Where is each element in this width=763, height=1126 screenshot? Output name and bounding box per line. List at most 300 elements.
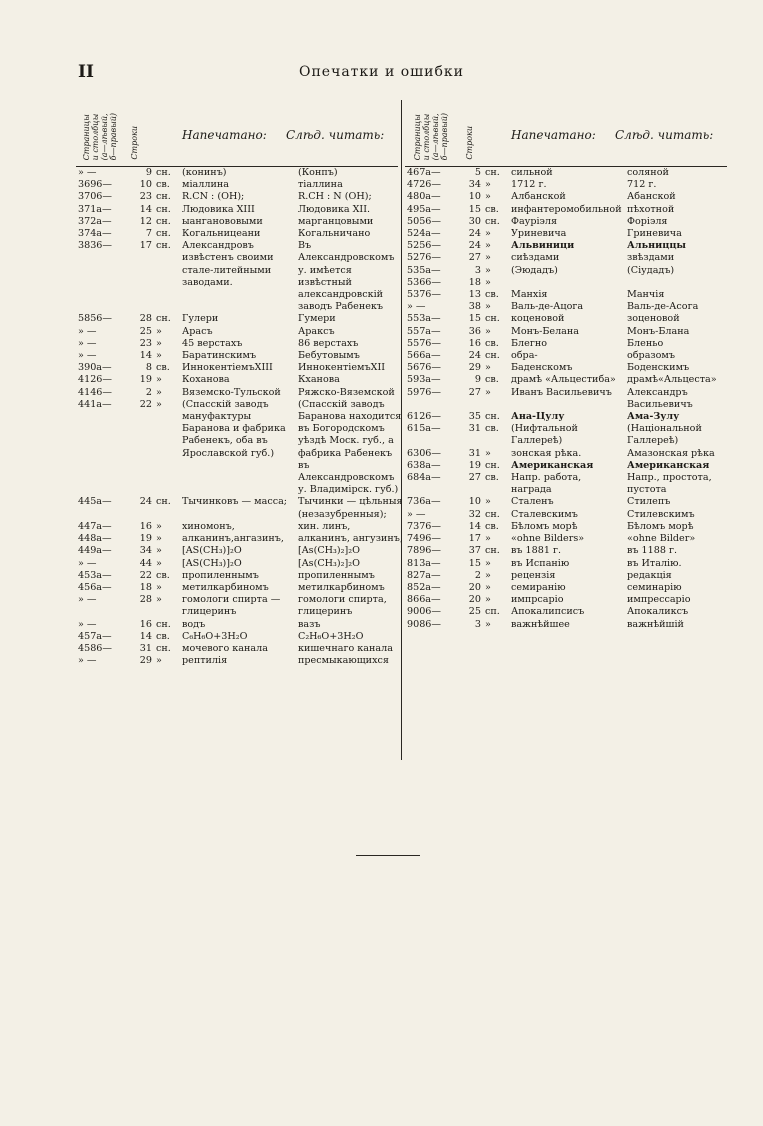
row-line: 17	[468, 533, 481, 545]
row-page: 5056—	[407, 215, 442, 227]
row-should-read: важнѣйшій	[627, 618, 684, 630]
errata-row	[405, 228, 727, 240]
row-line: 9	[474, 374, 481, 386]
row-side: сн.	[156, 228, 171, 240]
row-should-read: Альниццы	[627, 240, 687, 252]
row-printed: Манхія	[511, 289, 548, 301]
row-printed: пропиленнымъ	[182, 569, 259, 581]
errata-row	[76, 570, 398, 582]
errata-row	[76, 313, 398, 325]
row-side: св.	[156, 630, 170, 642]
row-page: » —	[78, 655, 97, 667]
row-should-read: C₂H₆O+3H₂O	[298, 630, 364, 642]
row-page: 7896—	[407, 545, 442, 557]
row-should-read: Американская	[627, 459, 710, 471]
row-line: 19	[468, 459, 481, 471]
column-header	[405, 96, 727, 167]
row-side: сн.	[156, 313, 171, 325]
row-side: »	[485, 496, 491, 508]
row-printed: инфантеромобильной	[511, 203, 622, 215]
row-line: 12	[139, 215, 152, 227]
row-should-read: Араксъ	[298, 325, 335, 337]
errata-row	[405, 558, 727, 570]
row-should-read: образомъ	[627, 350, 675, 362]
row-line: 24	[139, 496, 152, 508]
row-printed: C₆H₆O+3H₂O	[182, 630, 248, 642]
row-side: »	[485, 447, 491, 459]
errata-row	[405, 326, 727, 338]
header-line-column: Строки	[130, 126, 139, 160]
row-should-read: Кханова	[298, 374, 340, 386]
row-should-read: Форіэля	[627, 215, 668, 227]
row-side: сн.	[156, 642, 171, 654]
row-should-read: Бебутовымъ	[298, 350, 360, 362]
row-line: 2	[474, 569, 481, 581]
errata-row	[76, 655, 398, 667]
errata-row	[76, 362, 398, 374]
row-line: 5	[474, 167, 481, 178]
row-page: 638а—	[407, 459, 441, 471]
row-line: 24	[468, 240, 481, 252]
row-should-read: Стилепъ	[627, 496, 671, 508]
page-title: Опечатки и ошибки	[298, 64, 465, 80]
row-printed: Баденскомъ	[511, 362, 573, 374]
row-line: 24	[468, 350, 481, 362]
row-page: 4146—	[78, 386, 113, 398]
row-line: 31	[468, 423, 481, 435]
errata-rows-right	[405, 167, 727, 631]
row-page: 535а—	[407, 264, 441, 276]
errata-row	[405, 619, 727, 631]
row-should-read: пресмыкающихся	[298, 655, 389, 667]
row-side: сп.	[485, 606, 500, 618]
row-side: сн.	[156, 496, 171, 508]
row-line: 18	[139, 581, 152, 593]
errata-row	[405, 167, 727, 179]
row-should-read: тіаллина	[298, 179, 343, 191]
row-side: »	[156, 545, 162, 557]
row-page: 3696—	[78, 179, 113, 191]
row-page: 390а—	[78, 362, 112, 374]
row-printed: Блегно	[511, 337, 548, 349]
row-line: 25	[139, 325, 152, 337]
row-printed: Напр. работа, награда	[511, 472, 582, 496]
errata-row	[405, 606, 727, 618]
row-should-read: Когальничано	[298, 228, 371, 240]
errata-row	[76, 619, 398, 631]
row-page: 371а—	[78, 203, 112, 215]
row-line: 13	[468, 289, 481, 301]
row-line: 27	[468, 252, 481, 264]
row-should-read: въ Италію.	[627, 557, 682, 569]
errata-rows-left	[76, 167, 403, 667]
row-line: 27	[468, 472, 481, 484]
row-printed: ИннокентіемъXIII	[182, 362, 273, 374]
row-should-read: вазъ	[298, 618, 321, 630]
errata-row	[405, 277, 727, 289]
row-side: сн.	[485, 215, 500, 227]
errata-row	[405, 362, 727, 374]
row-printed: Баратинскимъ	[182, 350, 257, 362]
row-printed: (Эюдадъ)	[511, 264, 558, 276]
row-line: 44	[139, 557, 152, 569]
row-page: 453а—	[78, 569, 112, 581]
row-should-read: [As(CH₃)₂]₂O	[298, 557, 360, 569]
row-should-read: Ряжско-Вяземской	[298, 386, 395, 398]
errata-row	[405, 594, 727, 606]
row-page: 866а—	[407, 594, 441, 606]
row-line: 25	[468, 606, 481, 618]
row-page: 4126—	[78, 374, 113, 386]
row-line: 2	[145, 386, 152, 398]
row-page: 480а—	[407, 191, 441, 203]
row-printed: въ Испанію	[511, 557, 570, 569]
row-should-read: Напр., простота, пустота	[627, 472, 712, 496]
row-should-read: звѣздами	[627, 252, 675, 264]
row-side: »	[156, 374, 162, 386]
row-line: 7	[145, 228, 152, 240]
row-line: 16	[139, 618, 152, 630]
errata-row	[405, 496, 727, 508]
row-should-read: гомологи спирта, глицеринъ	[298, 594, 387, 618]
row-page: 3836—	[78, 240, 113, 252]
row-page: » —	[78, 337, 97, 349]
errata-row	[405, 545, 727, 557]
row-line: 23	[139, 191, 152, 203]
row-printed: алканинъ,ангазинъ,	[182, 533, 284, 545]
row-page: 9006—	[407, 606, 442, 618]
row-printed: [AS(CH₃)]₂O	[182, 557, 242, 569]
row-side: сн.	[485, 313, 500, 325]
row-side: св.	[156, 179, 170, 191]
row-printed: Арасъ	[182, 325, 213, 337]
row-page: 5576—	[407, 337, 442, 349]
row-should-read: Гумери	[298, 313, 336, 325]
errata-row	[405, 448, 727, 460]
row-should-read: Тычинки — цѣльныя (незазубренныя);	[298, 496, 403, 520]
row-printed: Альвиници	[511, 240, 575, 252]
row-printed: Когальницеани	[182, 228, 261, 240]
row-should-read: соляной	[627, 167, 669, 178]
row-printed: Апокалипсисъ	[511, 606, 585, 618]
row-page: 852а—	[407, 581, 441, 593]
header-page-column: Страницы и столбцы (а—лѣвый, б—правый)	[413, 112, 449, 160]
row-page: 524а—	[407, 228, 441, 240]
row-page: 566а—	[407, 350, 441, 362]
row-line: 9	[145, 167, 152, 178]
row-line: 34	[468, 179, 481, 191]
row-printed: Бѣломъ морѣ	[511, 520, 578, 532]
row-page: » —	[78, 325, 97, 337]
row-side: сн.	[156, 618, 171, 630]
errata-row	[76, 167, 398, 179]
row-page: 553а—	[407, 313, 441, 325]
row-printed: гомологи спирта — глицеринъ	[182, 594, 281, 618]
row-page: 447а—	[78, 520, 112, 532]
row-side: св.	[485, 520, 499, 532]
row-printed: (Спасскій заводъ мануфактуры Баранова и фабрика Рабенекъ, оба въ Ярославской губ.)	[182, 398, 286, 459]
row-page: 5366—	[407, 276, 442, 288]
errata-row	[405, 582, 727, 594]
row-line: 28	[139, 594, 152, 606]
row-side: сн.	[485, 508, 500, 520]
errata-row	[405, 265, 727, 277]
row-printed: мочевого канала	[182, 642, 268, 654]
row-side: св.	[485, 289, 499, 301]
row-should-read: Абанской	[627, 191, 676, 203]
row-side: св.	[156, 362, 170, 374]
row-printed: драмѣ «Альцестиба»	[511, 374, 616, 386]
row-printed: коценовой	[511, 313, 565, 325]
errata-row	[405, 191, 727, 203]
header-should-read: Слѣд. читать:	[615, 128, 714, 142]
row-line: 19	[139, 374, 152, 386]
row-side: »	[156, 386, 162, 398]
row-should-read: Александръ Васильевичъ	[627, 386, 693, 410]
row-printed: семиранію	[511, 581, 566, 593]
row-printed: Александровъ извѣстенъ своими стале-литейными заводами.	[182, 240, 274, 288]
row-line: 14	[139, 350, 152, 362]
errata-row	[76, 179, 398, 191]
row-printed: метилкарбиномъ	[182, 581, 269, 593]
errata-row	[405, 460, 727, 472]
row-line: 15	[468, 313, 481, 325]
errata-column-right	[405, 96, 727, 631]
errata-row	[405, 301, 727, 313]
row-line: 15	[468, 557, 481, 569]
row-side: »	[485, 228, 491, 240]
row-line: 22	[139, 569, 152, 581]
row-page: 449а—	[78, 545, 112, 557]
row-printed: сильной	[511, 167, 553, 178]
errata-row	[76, 350, 398, 362]
row-should-read: драмѣ«Альцеста»	[627, 374, 717, 386]
row-should-read: Стилевскимъ	[627, 508, 695, 520]
row-side: »	[485, 191, 491, 203]
row-side: »	[485, 240, 491, 252]
row-printed: Валь-де-Ацога	[511, 301, 584, 313]
errata-column-left	[76, 96, 403, 667]
row-page: 5256—	[407, 240, 442, 252]
row-printed: Сталевскимъ	[511, 508, 578, 520]
row-side: сн.	[156, 215, 171, 227]
row-should-read: 86 верстахъ	[298, 337, 359, 349]
row-page: 7496—	[407, 533, 442, 545]
row-page: » —	[407, 301, 426, 313]
row-printed: важнѣйшее	[511, 618, 570, 630]
row-side: сн.	[485, 167, 500, 178]
row-side: сн.	[156, 240, 171, 252]
row-line: 20	[468, 594, 481, 606]
row-page: 5276—	[407, 252, 442, 264]
row-side: сн.	[485, 350, 500, 362]
row-side: »	[485, 301, 491, 313]
row-side: »	[156, 325, 162, 337]
row-printed: міаллина	[182, 179, 229, 191]
row-page: 684а—	[407, 472, 441, 484]
row-should-read: Бленьо	[627, 337, 664, 349]
row-page: 736а—	[407, 496, 441, 508]
errata-row	[76, 326, 398, 338]
row-should-read: Боденскимъ	[627, 362, 690, 374]
row-should-read: алканинъ, ангузинъ,	[298, 533, 403, 545]
row-side: св.	[485, 203, 499, 215]
errata-row	[405, 509, 727, 521]
row-should-read: Монъ-Блана	[627, 325, 690, 337]
row-side: »	[156, 520, 162, 532]
row-side: »	[485, 569, 491, 581]
row-side: »	[156, 398, 162, 410]
row-page: » —	[78, 167, 97, 178]
row-line: 10	[468, 191, 481, 203]
row-page: » —	[407, 508, 426, 520]
row-should-read: кишечнаго канала	[298, 642, 393, 654]
row-printed: Людовика XIII	[182, 203, 255, 215]
row-side: св.	[485, 374, 499, 386]
row-line: 15	[468, 203, 481, 215]
errata-row	[405, 533, 727, 545]
row-page: 5856—	[78, 313, 113, 325]
row-side: св.	[485, 423, 499, 435]
row-line: 17	[139, 240, 152, 252]
row-line: 3	[474, 264, 481, 276]
row-page: » —	[78, 557, 97, 569]
row-line: 10	[139, 179, 152, 191]
row-line: 30	[468, 215, 481, 227]
row-should-read: Валь-де-Асога	[627, 301, 699, 313]
errata-row	[405, 570, 727, 582]
row-printed: Фауріэля	[511, 215, 558, 227]
row-should-read: (Сіудадъ)	[627, 264, 675, 276]
row-line: 3	[474, 618, 481, 630]
row-page: 441а—	[78, 398, 112, 410]
row-should-read: редакція	[627, 569, 672, 581]
row-side: »	[485, 386, 491, 398]
row-line: 32	[468, 508, 481, 520]
row-page: 7376—	[407, 520, 442, 532]
row-should-read: (Конпъ)	[298, 167, 338, 178]
row-printed: зонская рѣка.	[511, 447, 582, 459]
row-side: св.	[485, 337, 499, 349]
row-should-read: импрессаріо	[627, 594, 691, 606]
row-side: »	[485, 179, 491, 191]
row-page: 6306—	[407, 447, 442, 459]
errata-row	[76, 631, 398, 643]
row-page: 495а—	[407, 203, 441, 215]
errata-row	[405, 374, 727, 386]
row-line: 34	[139, 545, 152, 557]
row-printed: Уриневича	[511, 228, 567, 240]
row-line: 19	[139, 533, 152, 545]
errata-row	[76, 374, 398, 386]
row-line: 29	[468, 362, 481, 374]
row-printed: Сталенъ	[511, 496, 554, 508]
row-should-read: хин. линъ,	[298, 520, 351, 532]
row-page: 827а—	[407, 569, 441, 581]
row-line: 31	[139, 642, 152, 654]
row-printed: (конинъ)	[182, 167, 227, 178]
row-should-read: Манчія	[627, 289, 665, 301]
row-side: »	[485, 581, 491, 593]
errata-row	[405, 411, 727, 423]
row-page: 3706—	[78, 191, 113, 203]
row-should-read: ИннокентіемъXII	[298, 362, 386, 374]
row-should-read: 712 г.	[627, 179, 657, 191]
row-page: 448а—	[78, 533, 112, 545]
row-should-read: семинарію	[627, 581, 682, 593]
errata-row	[76, 338, 398, 350]
row-printed: [AS(CH₃)]₂O	[182, 545, 242, 557]
row-line: 16	[468, 337, 481, 349]
row-side: сн.	[485, 459, 500, 471]
row-printed: сиѣздами	[511, 252, 560, 264]
errata-row	[76, 582, 398, 594]
row-printed: Монъ-Белана	[511, 325, 579, 337]
row-should-read: марганцовыми	[298, 215, 374, 227]
header-page-column: Страницы и столбцы (а—лѣвый, б—правый)	[82, 112, 118, 160]
errata-row	[76, 216, 398, 228]
row-side: сн.	[485, 411, 500, 423]
errata-row	[76, 228, 398, 240]
errata-row	[405, 252, 727, 264]
row-line: 28	[139, 313, 152, 325]
row-side: »	[485, 533, 491, 545]
row-printed: обра-	[511, 350, 538, 362]
row-line: 14	[139, 630, 152, 642]
row-line: 22	[139, 398, 152, 410]
errata-row	[76, 521, 398, 533]
row-printed: Гулери	[182, 313, 219, 325]
errata-row	[405, 289, 727, 301]
end-rule	[356, 855, 420, 856]
errata-row	[76, 594, 398, 618]
row-printed: R.CN : (OH);	[182, 191, 245, 203]
errata-row	[405, 240, 727, 252]
row-line: 14	[139, 203, 152, 215]
row-page: 5976—	[407, 386, 442, 398]
row-printed: Американская	[511, 459, 594, 471]
header-should-read: Слѣд. читать:	[286, 128, 385, 142]
errata-row	[405, 216, 727, 228]
row-should-read: Апокаликсъ	[627, 606, 689, 618]
errata-row	[76, 387, 398, 399]
row-should-read: [As(CH₃)₂]₂O	[298, 545, 360, 557]
row-page: 615а—	[407, 423, 441, 435]
errata-row	[76, 240, 398, 313]
row-side: св.	[156, 569, 170, 581]
row-printed: (Нифтальной Галлереѣ)	[511, 423, 578, 447]
row-page: 4586—	[78, 642, 113, 654]
errata-row	[76, 496, 403, 520]
errata-row	[76, 643, 398, 655]
row-printed: хиномонъ,	[182, 520, 235, 532]
row-page: 4726—	[407, 179, 442, 191]
header-printed: Напечатано:	[511, 128, 596, 142]
errata-row	[405, 338, 727, 350]
row-side: »	[485, 362, 491, 374]
row-page: 456а—	[78, 581, 112, 593]
row-line: 29	[139, 655, 152, 667]
row-should-read: Ама-Зулу	[627, 411, 680, 423]
row-side: »	[485, 594, 491, 606]
row-line: 36	[468, 325, 481, 337]
row-should-read: пѣхотной	[627, 203, 675, 215]
row-page: 557а—	[407, 325, 441, 337]
row-printed: Коханова	[182, 374, 230, 386]
row-printed: «ohne Bilders»	[511, 533, 585, 545]
row-line: 24	[468, 228, 481, 240]
row-line: 10	[468, 496, 481, 508]
